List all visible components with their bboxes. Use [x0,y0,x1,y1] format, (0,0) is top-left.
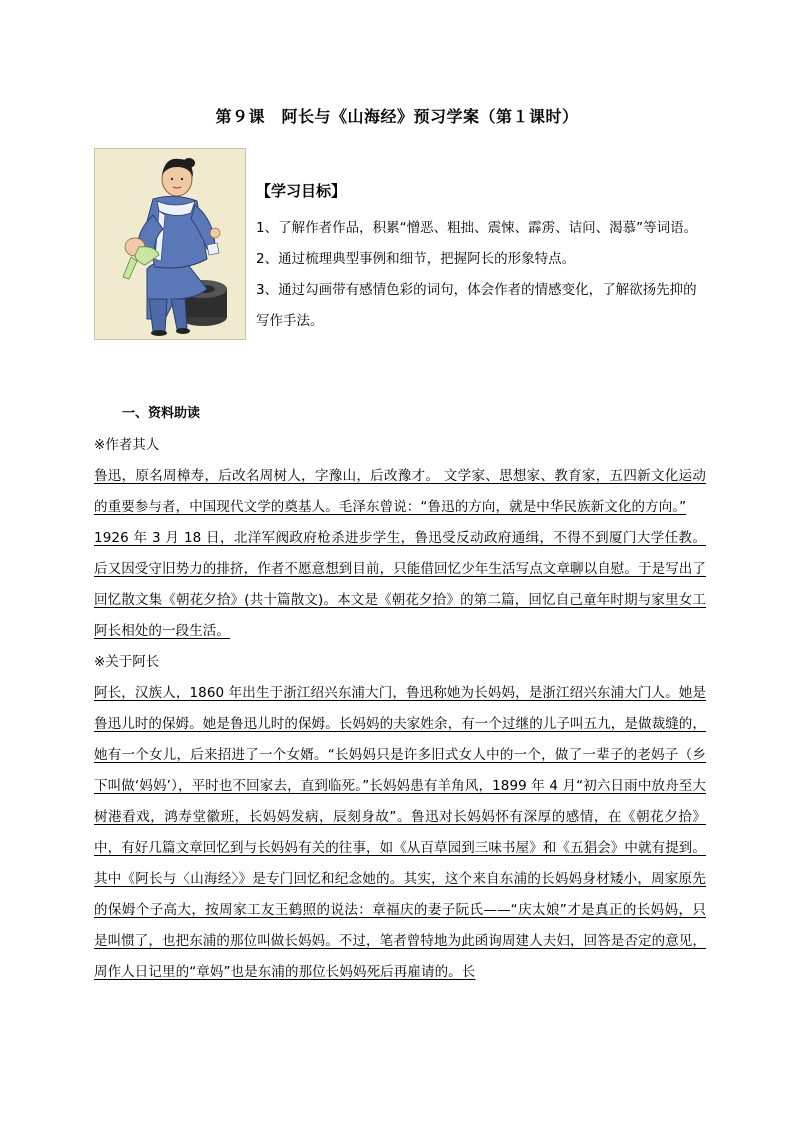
ah-chang-figure-icon [95,149,245,339]
author-paragraph-1: 鲁迅，原名周樟寿，后改名周树人，字豫山，后改豫才。 文学家、思想家、教育家，五四新文化运动的重要参与者，中国现代文学的奠基人。毛泽东曾说：“鲁迅的方向，就是中华民族新文化的方向。” [94,468,706,515]
author-heading: ※作者其人 [94,437,160,453]
ah-chang-heading: ※关于阿长 [94,654,160,670]
ah-chang-paragraph: 阿长，汉族人，1860 年出生于浙江绍兴东浦大门，鲁迅称她为长妈妈，是浙江绍兴东浦大门人。她是鲁迅儿时的保姆。她是鲁迅儿时的保姆。长妈妈的夫家姓余，有一个过继的儿子叫五九，是做裁缝的，她有一个女儿，后来招进了一个女婿。“长妈妈只是许多旧式女人中的一个，做了一辈子的老妈子（乡下叫做‘妈妈’），平时也不回家去，直到临死。”长妈妈患有羊角风，1899 年 4 月“初六日雨中放舟至大树港看戏，鸿寿堂徽班，长妈妈发病，辰刻身故”。鲁迅对长妈妈怀有深厚的感情，在《朝花夕拾》中，有好几篇文章回忆到与长妈妈有关的往事，如《从百草园到三味书屋》和《五猖会》中就有提到。其中《阿长与〈山海经〉》是专门回忆和纪念她的。其实，这个来自东浦的长妈妈身材矮小，周家原先的保姆个子高大，按周家工友王鹤照的说法：章福庆的妻子阮氏——“庆太娘”才是真正的长妈妈，只是叫惯了，也把东浦的那位叫做长妈妈。不过，笔者曾特地为此函询周建人夫妇，回答是否定的意见，周作人日记里的“章妈”也是东浦的那位长妈妈死后再雇请的。长 [94,685,706,980]
learning-goals [256,180,706,337]
goal-item-3: 3、通过勾画带有感情色彩的词句，体会作者的情感变化，了解欲扬先抑的写作手法。 [256,282,697,329]
author-paragraph-2: 1926 年 3 月 18 日，北洋军阀政府枪杀进步学生，鲁迅受反动政府通缉，不得不到厦门大学任教。后又因受守旧势力的排挤，作者不愿意想到目前，只能借回忆少年生活写点文章聊以自慰。于是写出了回忆散文集《朝花夕拾》(共十篇散文)。本文是《朝花夕拾》的第二篇，回忆自己童年时期与家里女工阿长相处的一段生活。 [94,530,706,639]
goals-heading: 【学习目标】 [256,182,347,200]
goal-item-2: 2、通过梳理典型事例和细节，把握阿长的形象特点。 [256,251,576,267]
ah-chang-illustration [94,148,246,340]
goal-item-1: 1、了解作者作品，积累“憎恶、粗拙、震悚、霹雳、诘问、渴慕”等词语。 [256,220,698,236]
reading-materials [94,430,706,988]
section-heading: 一、资料助读 [122,406,201,421]
page-title: 第９课 阿长与《山海经》预习学案（第１课时） [215,107,579,126]
